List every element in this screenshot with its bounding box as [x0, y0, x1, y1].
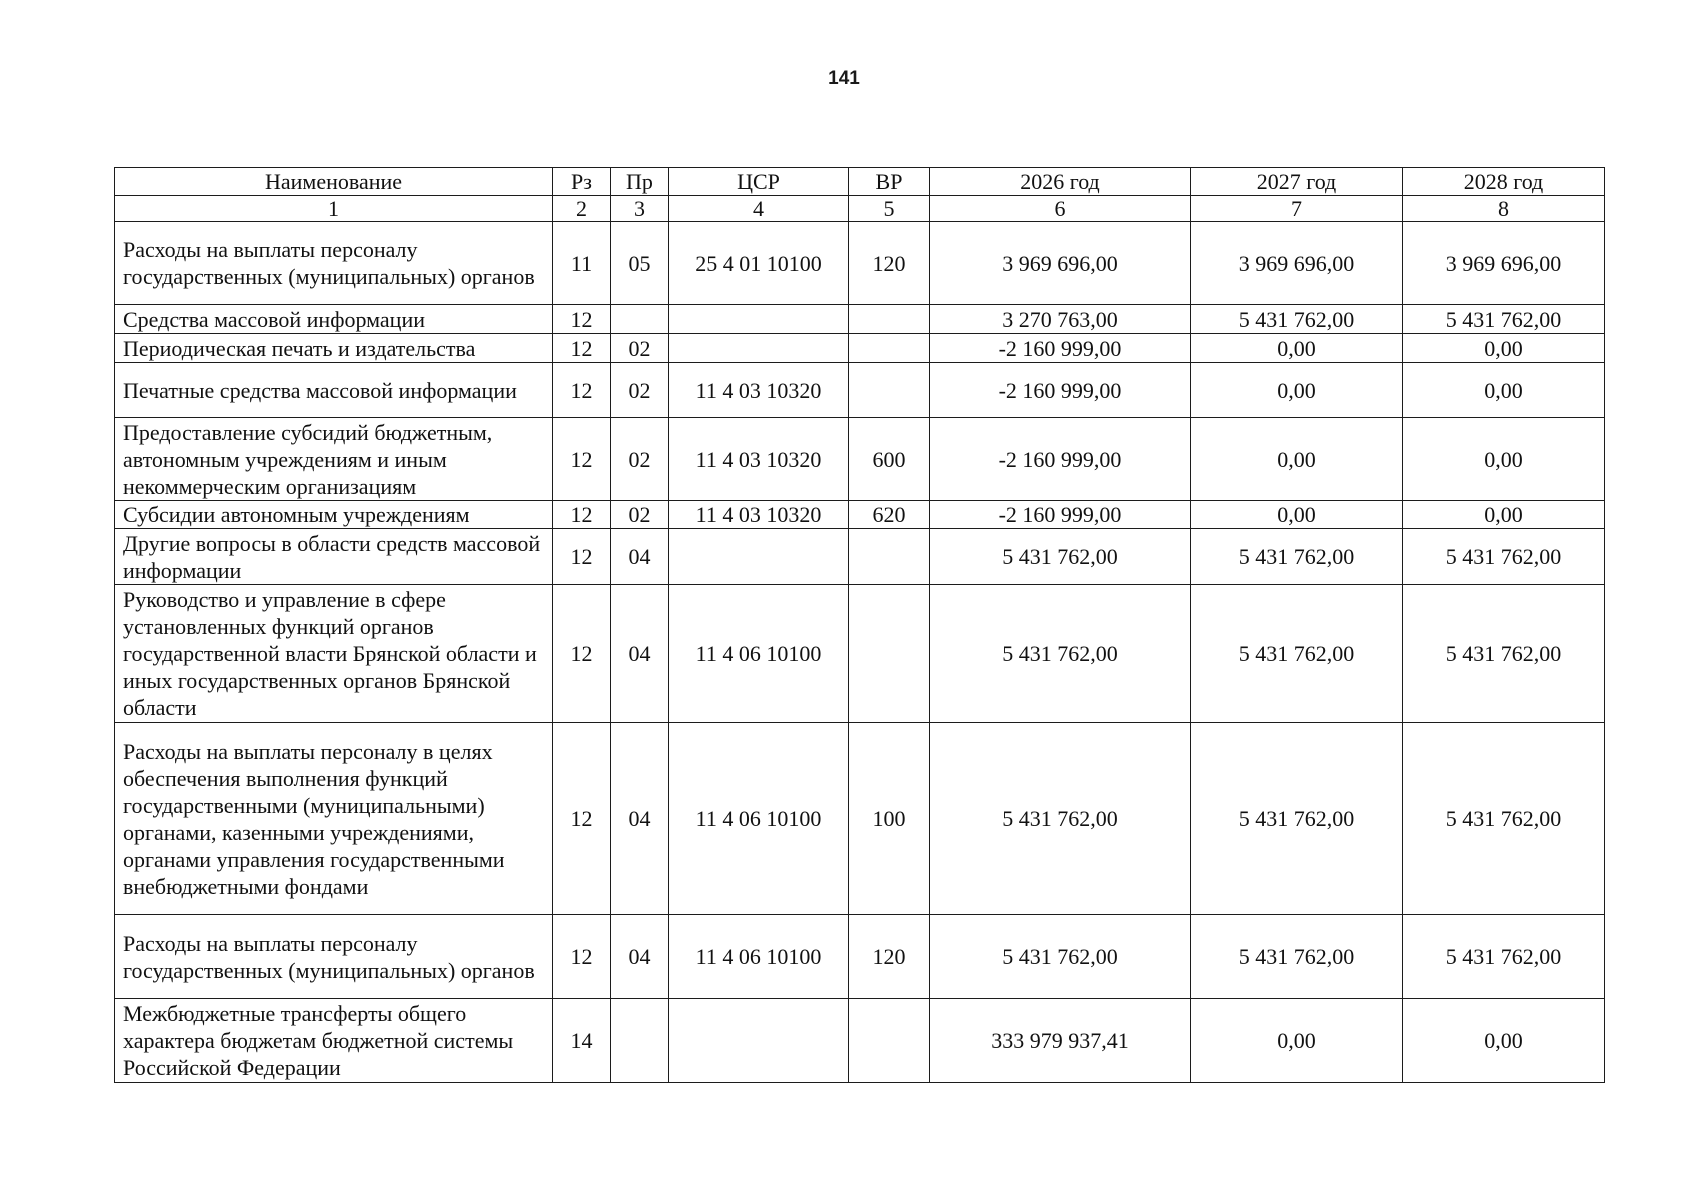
row-name: Расходы на выплаты персоналу государственных (муниципальных) органов: [115, 222, 553, 305]
row-amount-2027: 0,00: [1191, 363, 1403, 418]
table-row: [115, 334, 1605, 363]
row-pr: 02: [611, 334, 669, 363]
table-row: [115, 305, 1605, 334]
row-pr: 04: [611, 723, 669, 915]
row-pr: 02: [611, 418, 669, 501]
row-rz: 12: [553, 334, 611, 363]
row-amount-2028: 3 969 696,00: [1403, 222, 1605, 305]
row-name: Расходы на выплаты персоналу государственных (муниципальных) органов: [115, 915, 553, 999]
column-number: 8: [1403, 196, 1605, 222]
row-amount-2026: -2 160 999,00: [930, 363, 1191, 418]
row-amount-2028: 0,00: [1403, 334, 1605, 363]
row-vr: 600: [849, 418, 930, 501]
row-rz: 12: [553, 363, 611, 418]
row-csr: 11 4 06 10100: [669, 915, 849, 999]
row-rz: 14: [553, 999, 611, 1083]
row-amount-2028: 5 431 762,00: [1403, 529, 1605, 585]
row-vr: 120: [849, 915, 930, 999]
column-number: 1: [115, 196, 553, 222]
column-header-2026: 2026 год: [930, 168, 1191, 196]
row-amount-2026: 5 431 762,00: [930, 723, 1191, 915]
table-row: [115, 529, 1605, 585]
column-number-row: [115, 196, 1605, 222]
table-row: [115, 222, 1605, 305]
column-header-rz: Рз: [553, 168, 611, 196]
row-csr: [669, 334, 849, 363]
row-amount-2026: 5 431 762,00: [930, 529, 1191, 585]
table-row: [115, 418, 1605, 501]
row-rz: 12: [553, 305, 611, 334]
row-pr: 04: [611, 529, 669, 585]
row-vr: [849, 334, 930, 363]
row-vr: [849, 585, 930, 723]
row-csr: 25 4 01 10100: [669, 222, 849, 305]
row-csr: 11 4 03 10320: [669, 418, 849, 501]
row-pr: 04: [611, 585, 669, 723]
row-amount-2028: 5 431 762,00: [1403, 305, 1605, 334]
row-amount-2027: 5 431 762,00: [1191, 529, 1403, 585]
table-row: [115, 999, 1605, 1083]
column-number: 3: [611, 196, 669, 222]
row-amount-2028: 0,00: [1403, 363, 1605, 418]
row-amount-2027: 0,00: [1191, 334, 1403, 363]
table-row: [115, 585, 1605, 723]
row-rz: 12: [553, 418, 611, 501]
row-vr: [849, 363, 930, 418]
row-name: Периодическая печать и издательства: [115, 334, 553, 363]
row-amount-2026: 3 969 696,00: [930, 222, 1191, 305]
row-name: Субсидии автономным учреждениям: [115, 501, 553, 529]
row-name: Межбюджетные трансферты общего характера бюджетам бюджетной системы Российской Федерации: [115, 999, 553, 1083]
row-name: Руководство и управление в сфере установленных функций органов государственной власти Брянской области и иных государственных органов Брянской области: [115, 585, 553, 723]
column-header-2027: 2027 год: [1191, 168, 1403, 196]
row-name: Печатные средства массовой информации: [115, 363, 553, 418]
row-amount-2026: 3 270 763,00: [930, 305, 1191, 334]
column-number: 2: [553, 196, 611, 222]
row-name: Средства массовой информации: [115, 305, 553, 334]
row-csr: 11 4 03 10320: [669, 501, 849, 529]
row-csr: 11 4 06 10100: [669, 723, 849, 915]
row-amount-2027: 5 431 762,00: [1191, 723, 1403, 915]
row-amount-2027: 5 431 762,00: [1191, 915, 1403, 999]
row-amount-2028: 5 431 762,00: [1403, 723, 1605, 915]
row-csr: 11 4 03 10320: [669, 363, 849, 418]
row-amount-2027: 5 431 762,00: [1191, 305, 1403, 334]
column-header-name: Наименование: [115, 168, 553, 196]
row-vr: 620: [849, 501, 930, 529]
row-amount-2026: -2 160 999,00: [930, 334, 1191, 363]
row-pr: 02: [611, 501, 669, 529]
row-amount-2027: 0,00: [1191, 999, 1403, 1083]
row-amount-2026: 5 431 762,00: [930, 585, 1191, 723]
row-csr: [669, 999, 849, 1083]
table-row: [115, 915, 1605, 999]
row-rz: 12: [553, 723, 611, 915]
column-header-csr: ЦСР: [669, 168, 849, 196]
row-vr: 100: [849, 723, 930, 915]
row-amount-2026: -2 160 999,00: [930, 418, 1191, 501]
row-rz: 11: [553, 222, 611, 305]
row-amount-2026: 5 431 762,00: [930, 915, 1191, 999]
row-rz: 12: [553, 585, 611, 723]
row-pr: 04: [611, 915, 669, 999]
row-amount-2027: 0,00: [1191, 501, 1403, 529]
column-number: 5: [849, 196, 930, 222]
row-vr: [849, 529, 930, 585]
row-rz: 12: [553, 915, 611, 999]
page-number: 141: [828, 68, 860, 89]
budget-table: [114, 167, 1605, 1083]
row-amount-2026: -2 160 999,00: [930, 501, 1191, 529]
row-csr: [669, 529, 849, 585]
table-row: [115, 363, 1605, 418]
row-amount-2027: 0,00: [1191, 418, 1403, 501]
column-number: 7: [1191, 196, 1403, 222]
row-rz: 12: [553, 529, 611, 585]
row-amount-2026: 333 979 937,41: [930, 999, 1191, 1083]
row-pr: [611, 305, 669, 334]
column-header-vr: ВР: [849, 168, 930, 196]
header-row: [115, 168, 1605, 196]
row-vr: [849, 999, 930, 1083]
row-amount-2027: 3 969 696,00: [1191, 222, 1403, 305]
row-vr: [849, 305, 930, 334]
row-amount-2028: 0,00: [1403, 501, 1605, 529]
column-header-2028: 2028 год: [1403, 168, 1605, 196]
table-row: [115, 723, 1605, 915]
row-vr: 120: [849, 222, 930, 305]
row-pr: [611, 999, 669, 1083]
table-row: [115, 501, 1605, 529]
column-header-pr: Пр: [611, 168, 669, 196]
row-amount-2028: 0,00: [1403, 999, 1605, 1083]
row-amount-2028: 5 431 762,00: [1403, 915, 1605, 999]
row-amount-2028: 0,00: [1403, 418, 1605, 501]
row-csr: [669, 305, 849, 334]
column-number: 4: [669, 196, 849, 222]
row-amount-2027: 5 431 762,00: [1191, 585, 1403, 723]
row-pr: 02: [611, 363, 669, 418]
row-name: Предоставление субсидий бюджетным, автономным учреждениям и иным некоммерческим организациям: [115, 418, 553, 501]
column-number: 6: [930, 196, 1191, 222]
row-amount-2028: 5 431 762,00: [1403, 585, 1605, 723]
row-rz: 12: [553, 501, 611, 529]
row-name: Другие вопросы в области средств массовой информации: [115, 529, 553, 585]
row-pr: 05: [611, 222, 669, 305]
row-csr: 11 4 06 10100: [669, 585, 849, 723]
row-name: Расходы на выплаты персоналу в целях обеспечения выполнения функций государственными (муниципальными) органами, казенными учреждениями, органами управления государственными внебюджетными фондами: [115, 723, 553, 915]
